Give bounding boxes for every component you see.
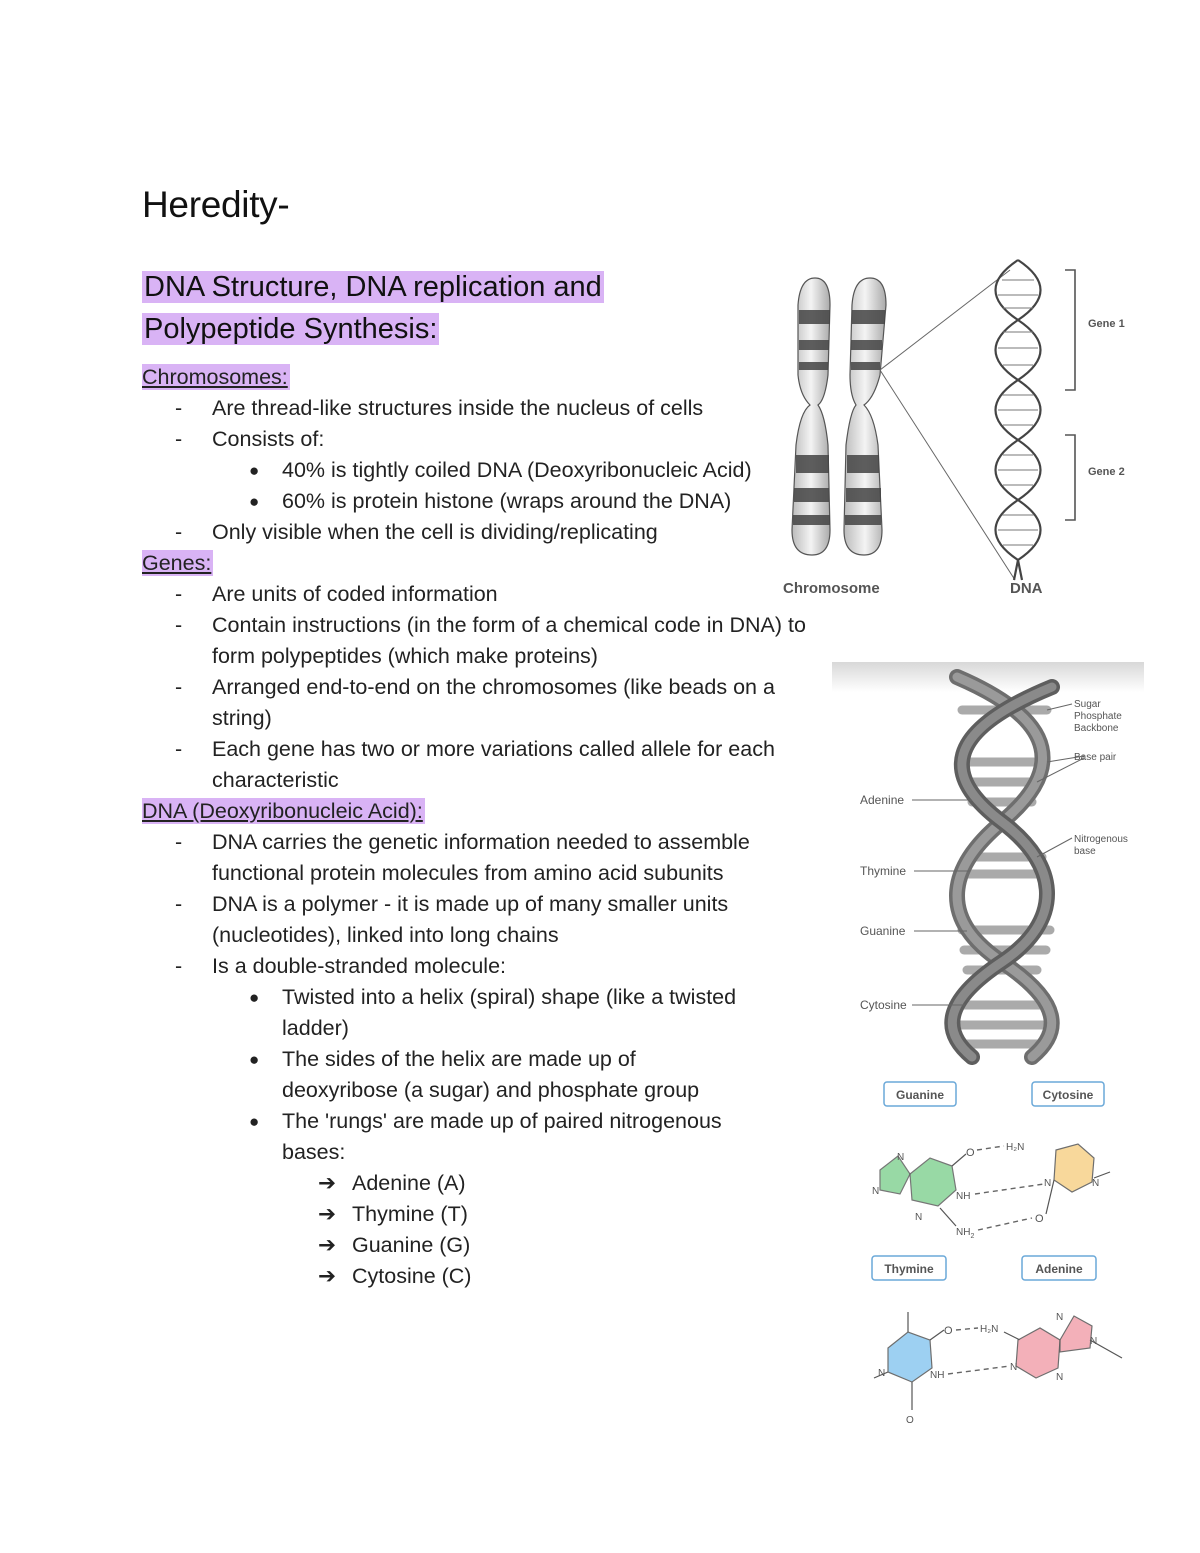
base-pairing-figure (860, 1078, 1140, 1428)
helix-label-phosphate: Phosphate (1074, 711, 1122, 722)
dash-marker: - (175, 737, 183, 761)
dash-marker: - (175, 613, 183, 637)
helix-label-base-pair: Base pair (1074, 752, 1117, 763)
dna-bullet-1: DNA carries the genetic information needed to assemble functional protein molecules from amino acid subunits (212, 830, 750, 885)
guanine-box (884, 1082, 956, 1106)
chromosomes-bullet-1: Are thread-like structures inside the nucleus of cells (212, 396, 704, 420)
dna-double-helix-figure (832, 662, 1144, 1067)
atom-n: N (872, 1186, 880, 1197)
helix-label-guanine: Guanine (860, 924, 906, 938)
thymine-box-label: Thymine (884, 1262, 934, 1276)
section-heading (142, 266, 702, 350)
atom-h2n: H₂N (1006, 1142, 1025, 1153)
atom-o: O (966, 1147, 975, 1159)
helix-label-thymine: Thymine (860, 864, 907, 878)
dot-marker: ● (249, 492, 260, 511)
helix-label-backbone: Backbone (1074, 723, 1119, 734)
gene-2-label: Gene 2 (1088, 466, 1125, 478)
helix-label-nitrogenous: Nitrogenous (1074, 834, 1128, 845)
dna-sub-bullet-1: Twisted into a helix (spiral) shape (like a twisted ladder) (282, 985, 737, 1040)
genes-bullet-3: Arranged end-to-end on the chromosomes (like beads on a string) (212, 675, 775, 730)
chromosomes-sub-bullet-1: 40% is tightly coiled DNA (Deoxyribonucleic Acid) (282, 458, 752, 482)
dash-marker: - (175, 954, 183, 978)
helix-label-adenine: Adenine (860, 793, 905, 807)
thymine-molecule (874, 1312, 944, 1410)
dash-marker: - (175, 396, 183, 420)
genes-bullet-2: Contain instructions (in the form of a chemical code in DNA) to form polypeptides (which make proteins) (212, 613, 806, 668)
dash-marker: - (175, 582, 183, 606)
cytosine-box (1032, 1082, 1104, 1106)
atom-n: N (915, 1212, 923, 1223)
base-guanine: Guanine (G) (352, 1233, 471, 1257)
atom-n: N (1044, 1178, 1052, 1189)
base-adenine: Adenine (A) (352, 1171, 466, 1195)
heading-line-1: DNA Structure, DNA replication and (144, 271, 602, 303)
chromosomes-bullet-2: Consists of: (212, 427, 325, 451)
genes-label: Genes: (142, 551, 212, 575)
helix-label-cytosine: Cytosine (860, 998, 907, 1012)
atom-n: N (1056, 1372, 1064, 1383)
gene-1-label: Gene 1 (1088, 318, 1125, 330)
atom-nh: NH (930, 1370, 945, 1381)
arrow-marker: ➔ (318, 1171, 337, 1195)
atom-n: N (1092, 1178, 1100, 1189)
atom-o: O (1035, 1213, 1044, 1225)
thymine-box (872, 1256, 946, 1280)
adenine-box (1022, 1256, 1096, 1280)
dna-bullet-2: DNA is a polymer - it is made up of many smaller units (nucleotides), linked into long chains (212, 892, 729, 947)
atom-nh: NH (956, 1191, 971, 1202)
atom-o: O (906, 1415, 914, 1426)
atom-n: N (1090, 1336, 1098, 1347)
arrow-marker: ➔ (318, 1264, 337, 1288)
adenine-box-label: Adenine (1035, 1262, 1083, 1276)
dash-marker: - (175, 427, 183, 451)
dna-sub-bullet-3: The 'rungs' are made up of paired nitrogenous bases: (282, 1109, 722, 1164)
guanine-molecule (880, 1154, 966, 1206)
atom-n: N (897, 1152, 905, 1163)
atom-o: O (944, 1325, 953, 1337)
atom-n: N (1056, 1312, 1064, 1323)
chromosomes-bullet-3: Only visible when the cell is dividing/replicating (212, 520, 658, 544)
helix-label-sugar: Sugar (1074, 699, 1101, 710)
dna-helix-small (996, 260, 1041, 580)
cytosine-box-label: Cytosine (1042, 1088, 1094, 1102)
dash-marker: - (175, 520, 183, 544)
dna-caption: DNA (1010, 580, 1043, 597)
genes-bullet-1: Are units of coded information (212, 582, 498, 606)
chromosomes-label: Chromosomes: (142, 365, 288, 389)
dot-marker: ● (249, 461, 260, 480)
chromosome-caption: Chromosome (783, 580, 880, 597)
atom-n: N (1010, 1362, 1018, 1373)
helix-label-base: base (1074, 846, 1096, 857)
dot-marker: ● (249, 988, 260, 1007)
arrow-marker: ➔ (318, 1202, 337, 1226)
dash-marker: - (175, 675, 183, 699)
notes-body (142, 362, 822, 1292)
base-thymine: Thymine (T) (352, 1202, 468, 1226)
chromosomes-sub-bullet-2: 60% is protein histone (wraps around the DNA) (282, 489, 732, 513)
atom-nh2: $NH_2$ (956, 1227, 975, 1240)
dna-sub-bullet-2: The sides of the helix are made up of deoxyribose (a sugar) and phosphate group (282, 1047, 700, 1102)
chromosome-shape (792, 278, 886, 555)
arrow-marker: ➔ (318, 1233, 337, 1257)
chromosome-dna-figure (770, 250, 1150, 605)
sugar-phosphate-backbone (952, 677, 1052, 1057)
atom-n: N (878, 1368, 886, 1379)
genes-bullet-4: Each gene has two or more variations called allele for each characteristic (212, 737, 775, 792)
cytosine-molecule (1046, 1144, 1110, 1214)
dot-marker: ● (249, 1112, 260, 1131)
heading-line-2: Polypeptide Synthesis: (144, 313, 438, 345)
dot-marker: ● (249, 1050, 260, 1069)
page-title: Heredity- (142, 184, 290, 225)
dash-marker: - (175, 830, 183, 854)
base-cytosine: Cytosine (C) (352, 1264, 472, 1288)
dna-label: DNA (Deoxyribonucleic Acid): (142, 799, 423, 823)
adenine-molecule (1004, 1316, 1122, 1378)
atom-h2n: H₂N (980, 1324, 999, 1335)
dna-bullet-3: Is a double-stranded molecule: (212, 954, 507, 978)
guanine-box-label: Guanine (895, 1088, 945, 1102)
dash-marker: - (175, 892, 183, 916)
